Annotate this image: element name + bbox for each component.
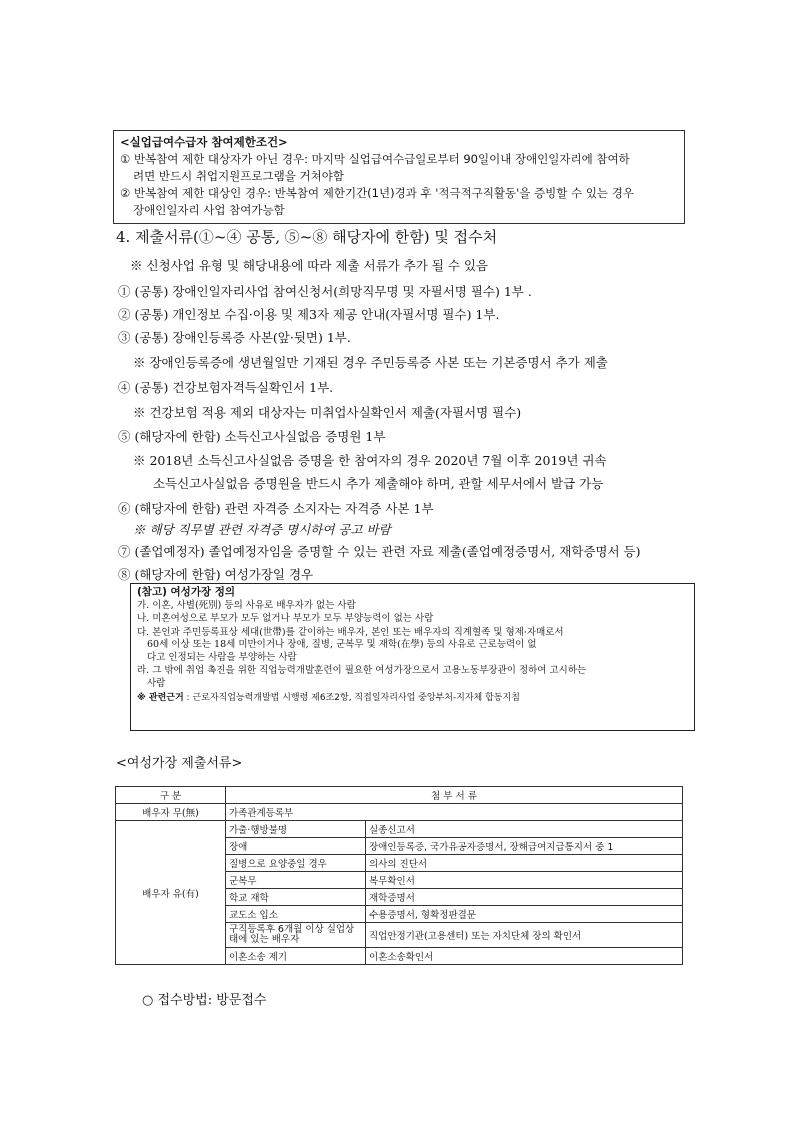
table-header-documents: 첨 부 서 류	[226, 787, 683, 804]
definition-da-line-2: 60세 이상 또는 18세 미만이거나 장애, 질병, 군복무 및 재학(在學) 등의 사유로 근로능력이 없	[147, 639, 537, 650]
row-doc: 실종신고서	[366, 821, 683, 838]
row-reason: 교도소 입소	[226, 906, 366, 923]
unemployment-benefit-condition-box	[113, 130, 685, 224]
doc-item-8: ⑧ (해당자에 한함) 여성가장일 경우	[118, 567, 314, 582]
doc-item-6: ⑥ (해당자에 한함) 관련 자격증 소지자는 자격증 사본 1부	[118, 501, 434, 516]
definition-ga: 가. 이혼, 사별(死別) 등의 사유로 배우자가 없는 사람	[137, 599, 356, 611]
condition-item-2: ② 반복참여 제한 대상인 경우: 반복참여 제한기간(1년)경과 후 '적극적구직활동'을 증빙할 수 있는 경우	[120, 186, 634, 200]
female-head-docs-title: <여성가장 제출서류>	[116, 756, 243, 771]
condition-item-2-cont: 장애인일자리 사업 참여가능함	[133, 203, 285, 217]
condition-box-title: <실업급여수급자 참여제한조건>	[120, 135, 288, 149]
legal-basis-text: : 근로자직업능력개발법 시행령 제6조2항, 직접일자리사업 중앙부처-지자체 합동지침	[183, 693, 520, 703]
table-header-category: 구 분	[116, 787, 226, 804]
row-doc: 장애인등록증, 국가유공자증명서, 장해급여지급통지서 중 1	[366, 838, 683, 855]
doc-item-4-note: ※ 건강보험 적용 제외 대상자는 미취업사실확인서 제출(자필서명 필수)	[133, 405, 522, 420]
row-doc: 이혼소송확인서	[366, 948, 683, 965]
condition-item-1: ① 반복참여 제한 대상자가 아닌 경우: 마지막 실업급여수급일로부터 90일이내 장애인일자리에 참여하	[120, 152, 630, 166]
doc-item-3: ③ (공통) 장애인등록증 사본(앞·뒷면) 1부.	[118, 330, 351, 345]
legal-basis	[137, 692, 688, 705]
doc-item-7: ⑦ (졸업예정자) 졸업예정자임을 증명할 수 있는 관련 자료 제출(졸업예정증명서, 재학증명서 등)	[118, 544, 641, 559]
definition-da	[137, 627, 688, 665]
female-head-docs-table	[115, 786, 683, 965]
row-reason: 군복무	[226, 872, 366, 889]
row-reason: 장애	[226, 838, 366, 855]
legal-basis-label: ※ 관련근거	[137, 693, 184, 703]
table-row	[116, 821, 683, 838]
section-4-heading: 4. 제출서류(①~④ 공통, ⑤~⑧ 해당자에 한함) 및 접수처	[116, 228, 498, 246]
has-spouse-label: 배우자 유(有)	[116, 821, 226, 965]
doc-item-5: ⑤ (해당자에 한함) 소득신고사실없음 증명원 1부	[118, 429, 386, 444]
row-doc: 수용증명서, 형확정판결문	[366, 906, 683, 923]
row-doc: 재학증명서	[366, 889, 683, 906]
doc-item-1: ① (공통) 장애인일자리사업 참여신청서(희망직무명 및 자필서명 필수) 1부 .	[118, 284, 532, 299]
definition-da-line-1: 다. 본인과 주민등록표상 세대(世帶)를 같이하는 배우자, 본인 또는 배우자의 직계혈족 및 형제·자매로서	[137, 626, 564, 638]
row-reason: 학교 재학	[226, 889, 366, 906]
reception-method: ○ 접수방법: 방문접수	[142, 993, 267, 1008]
row-doc: 복무확인서	[366, 872, 683, 889]
note-additional-docs: ※ 신청사업 유형 및 해당내용에 따라 제출 서류가 추가 될 수 있음	[130, 258, 489, 273]
definition-da-line-3: 다고 인정되는 사람을 부양하는 사람	[147, 651, 297, 663]
row-reason: 구직등록후 6개월 이상 실업상태에 있는 배우자	[226, 923, 366, 948]
table-row	[116, 804, 683, 821]
definition-na: 나. 미혼여성으로 부모가 모두 없거나 부모가 모두 부양능력이 없는 사람	[137, 613, 434, 624]
doc-item-5-note-2: 소득신고사실없음 증명원을 반드시 추가 제출해야 하며, 관할 세무서에서 발급 가능	[153, 476, 604, 491]
row-reason: 이혼소송 제기	[226, 948, 366, 965]
doc-item-6-note: ※ 해당 직무별 관련 자격증 명시하여 공고 바람	[133, 522, 391, 537]
row-reason: 가출·행방불명	[226, 821, 366, 838]
female-head-definition-box	[130, 583, 695, 731]
definition-ra-line-1: 라. 그 밖에 취업 촉진을 위한 직업능력개발훈련이 필요한 여성가장으로서 고용노동부장관이 정하여 고시하는	[137, 665, 587, 676]
condition-item-1-cont: 려면 반드시 취업지원프로그램을 거쳐야함	[133, 169, 344, 183]
row-doc: 의사의 진단서	[366, 855, 683, 872]
doc-item-3-note: ※ 장애인등록증에 생년월일만 기재된 경우 주민등록증 사본 또는 기본증명서 추가 제출	[133, 355, 608, 370]
definition-ra-line-2: 사람	[147, 677, 166, 689]
definition-ra	[137, 665, 688, 690]
row-reason: 질병으로 요양중일 경우	[226, 855, 366, 872]
no-spouse-label: 배우자 무(無)	[116, 804, 226, 821]
doc-item-2: ② (공통) 개인정보 수집·이용 및 제3자 제공 안내(자필서명 필수) 1부.	[118, 307, 500, 322]
definition-box-title: (참고) 여성가장 정의	[137, 586, 236, 598]
doc-item-4: ④ (공통) 건강보험자격득실확인서 1부.	[118, 380, 334, 395]
doc-item-5-note-1: ※ 2018년 소득신고사실없음 증명을 한 참여자의 경우 2020년 7월 이후 2019년 귀속	[133, 453, 607, 468]
no-spouse-doc: 가족관계등록부	[226, 804, 683, 821]
row-doc: 직업안정기관(고용센터) 또는 자치단체 장의 확인서	[366, 923, 683, 948]
